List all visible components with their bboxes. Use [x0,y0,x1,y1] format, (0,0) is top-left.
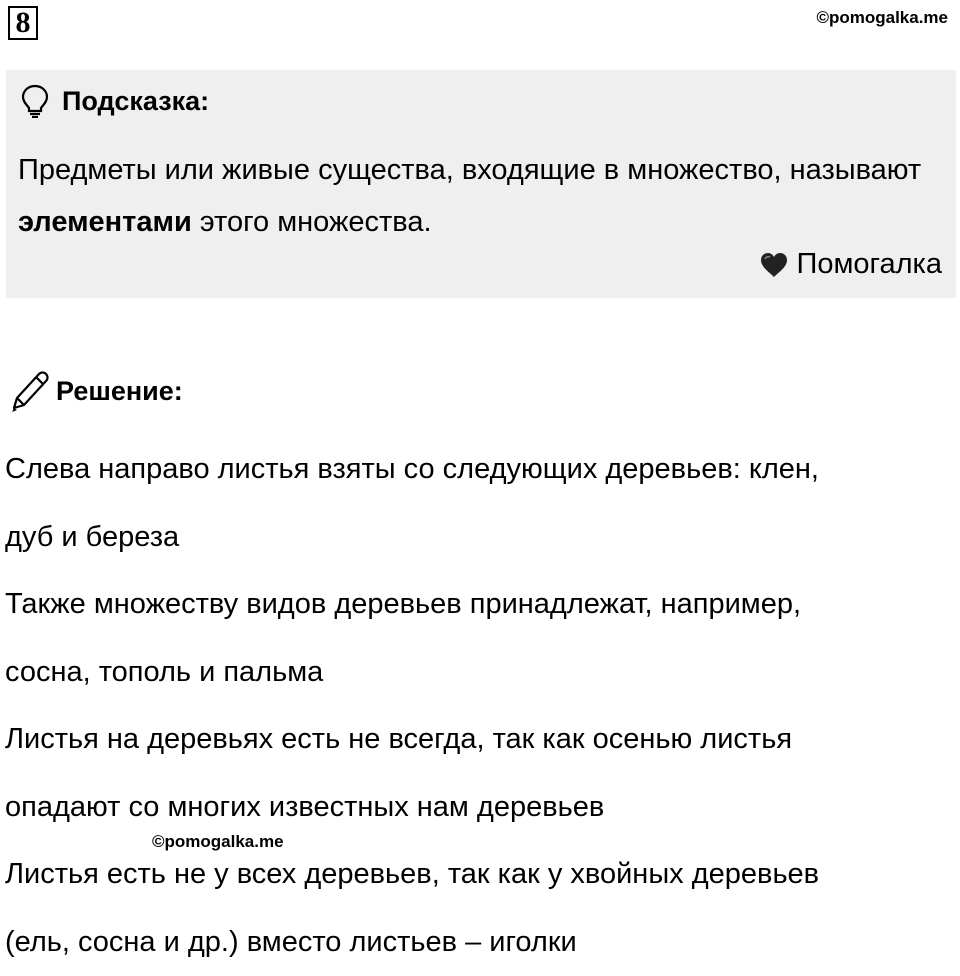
solution-line: Слева направо листья взяты со следующих деревьев: клен, [5,436,955,504]
hint-signature [759,248,942,281]
solution-header [8,368,183,414]
signature-text: Помогалка [797,248,942,281]
pencil-icon [8,368,50,414]
hint-box [6,70,956,298]
solution-body [5,436,955,976]
solution-line: дуб и береза [5,504,955,572]
solution-line: Также множеству видов деревьев принадлежат, например, [5,571,955,639]
task-number-badge: 8 [8,6,38,40]
heart-icon [759,252,789,278]
solution-line: (ель, сосна и др.) вместо листьев – иголки [5,909,955,976]
hint-text: Предметы или живые существа, входящие в множество, называют элементами этого множества. [18,144,948,248]
hint-bold-term: элементами [18,206,192,238]
watermark-mid: ©pomogalka.me [152,832,284,852]
hint-header [20,84,209,118]
solution-line: сосна, тополь и пальма [5,639,955,707]
solution-line: Листья на деревьях есть не всегда, так как осенью листья [5,706,955,774]
lightbulb-icon [20,84,50,118]
solution-line: опадают со многих известных нам деревьев [5,774,955,842]
solution-line: Листья есть не у всех деревьев, так как у хвойных деревьев [5,841,955,909]
hint-title: Подсказка: [62,86,209,117]
watermark-top: ©pomogalka.me [816,8,948,28]
solution-title: Решение: [56,376,183,407]
